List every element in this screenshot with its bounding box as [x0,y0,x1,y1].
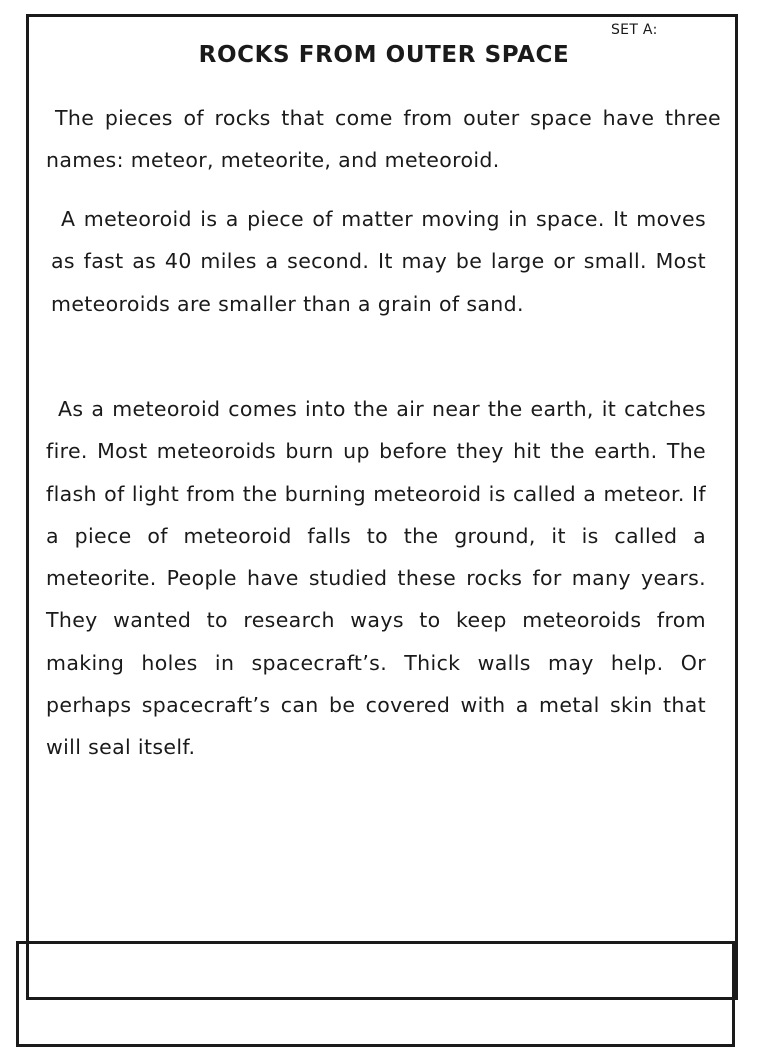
set-label: SET A: [611,22,658,38]
paragraph-intro: The pieces of rocks that come from outer space have three names: meteor, meteorite, and meteoroid. [46,106,721,173]
paragraph-meteor-meteorite: As a meteoroid comes into the air near the earth, it catches fire. Most meteoroids burn up before they hit the earth. The flash of light from the burning meteoroid is called a meteor. If a piece of meteoroid falls to the ground, it is called a meteorite. People have studied these rocks for many years. They wanted to research ways to keep meteoroids from making holes in spacecraft’s. Thick walls may help. Or perhaps spacecraft’s can be covered with a metal skin that will seal itself. [46,397,706,760]
paragraph-meteoroid: A meteoroid is a piece of matter moving in space. It moves as fast as 40 miles a second. It may be large or small. Most meteoroids are smaller than a grain of sand. [51,207,706,316]
page-title: ROCKS FROM OUTER SPACE [198,42,570,68]
answer-box [16,941,735,1047]
